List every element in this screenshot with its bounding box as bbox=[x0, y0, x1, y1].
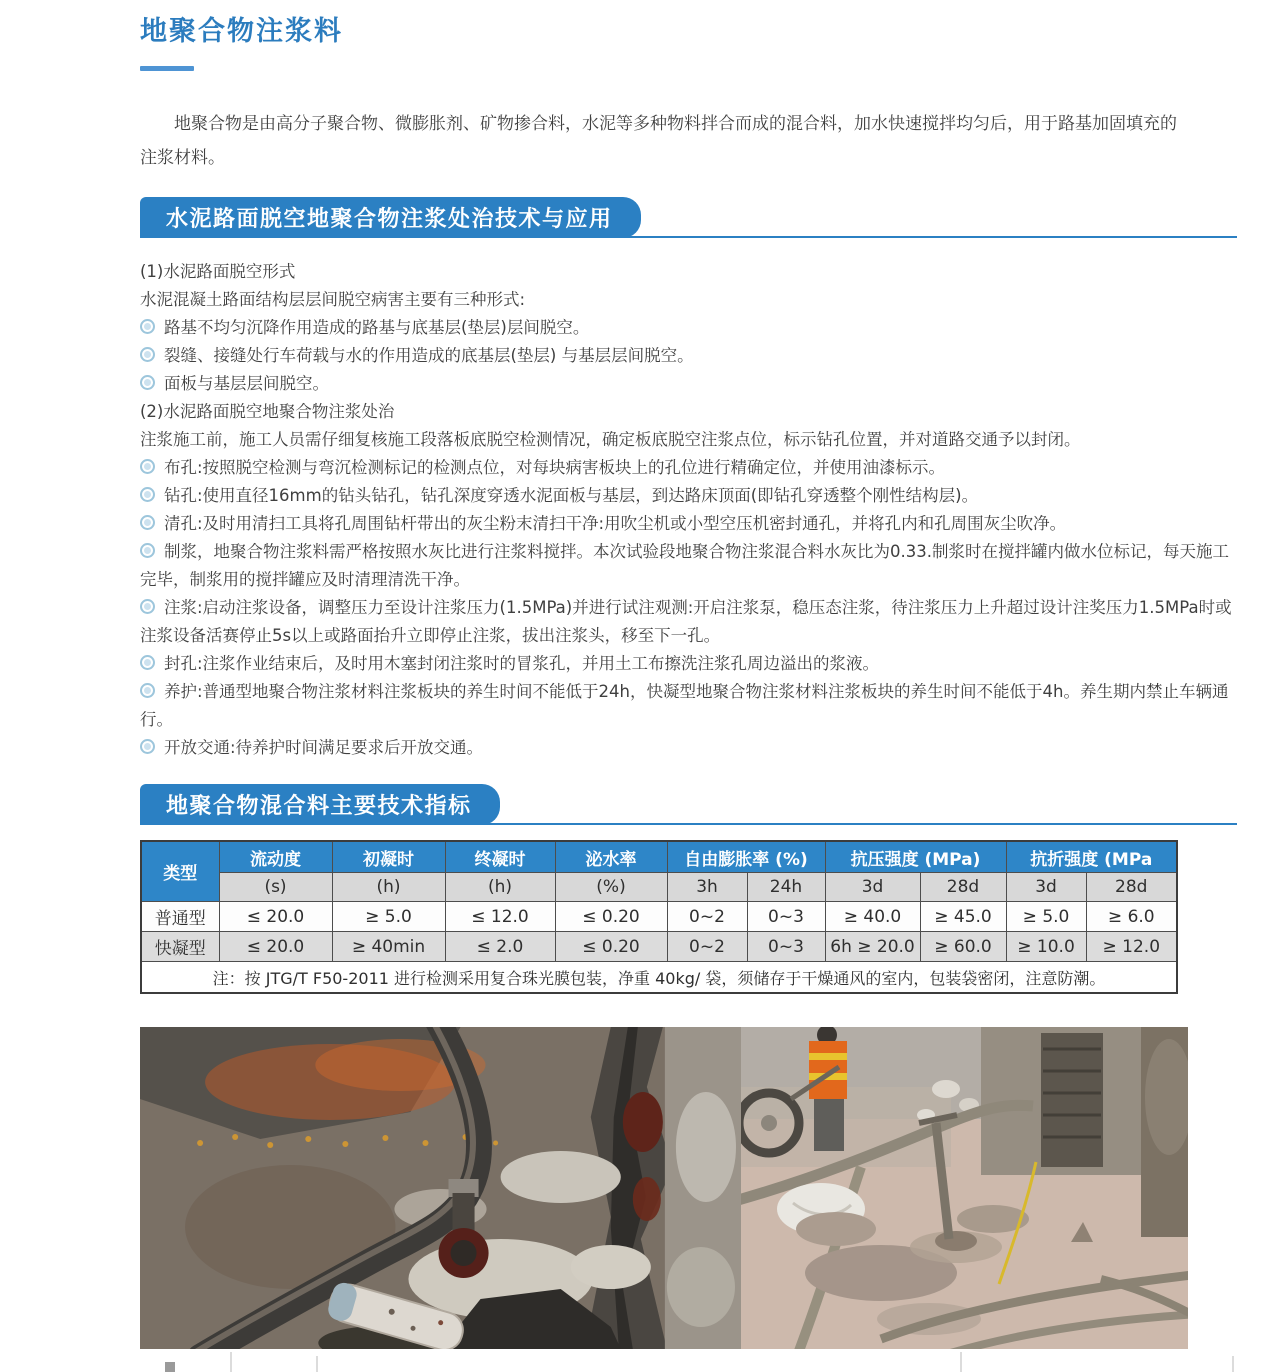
bullet-circle-icon bbox=[140, 319, 155, 334]
table-note-cell: 注：按 JTG/T F50-2011 进行检测采用复合珠光膜包装，净重 40kg/ 袋，须储存于干燥通风的室内，包装袋密闭，注意防潮。 bbox=[141, 962, 1177, 994]
table-cell: ≥ 60.0 bbox=[920, 932, 1006, 962]
title-underline bbox=[140, 66, 194, 71]
page-edge-artifact bbox=[1232, 1356, 1234, 1372]
procedure-text-block bbox=[140, 258, 1237, 762]
body-line-text: 注浆:启动注浆设备，调整压力至设计注浆压力(1.5MPa)并进行试注观测:开启注浆泵，稳压态注浆，待注浆压力上升超过设计注奖压力1.5MPa时或注浆设备活赛停止5s以上或路面抬升立即停止注浆，拔出注浆头，移至下一孔。 bbox=[140, 598, 1232, 645]
table-corner-header: 类型 bbox=[141, 841, 219, 902]
table-row bbox=[141, 902, 1177, 932]
body-line bbox=[140, 510, 1237, 538]
body-line bbox=[140, 538, 1237, 594]
body-line-text: 开放交通:待养护时间满足要求后开放交通。 bbox=[164, 738, 484, 757]
bullet-circle-icon bbox=[140, 487, 155, 502]
table-cell: 0~3 bbox=[747, 932, 825, 962]
body-line-text: 钻孔:使用直径16mm的钻头钻孔，钻孔深度穿透水泥面板与基层，到达路床顶面(即钻孔穿透整个刚性结构层)。 bbox=[164, 486, 979, 505]
page-edge-artifact bbox=[230, 1352, 232, 1372]
table-cell: 0~3 bbox=[747, 902, 825, 932]
table-cell: ≤ 20.0 bbox=[219, 932, 332, 962]
page-edge-artifact bbox=[165, 1362, 175, 1372]
table-cell: 0~2 bbox=[667, 902, 747, 932]
table-cell: ≥ 10.0 bbox=[1006, 932, 1086, 962]
table-cell: ≤ 0.20 bbox=[555, 902, 667, 932]
table-cell: ≤ 12.0 bbox=[445, 902, 555, 932]
table-cell: ≤ 0.20 bbox=[555, 932, 667, 962]
body-line bbox=[140, 454, 1237, 482]
bullet-circle-icon bbox=[140, 739, 155, 754]
table-cell: ≥ 5.0 bbox=[332, 902, 445, 932]
table-cell: 0~2 bbox=[667, 932, 747, 962]
section-heading-2 bbox=[140, 784, 1237, 825]
body-line-text: 制浆，地聚合物注浆料需严格按照水灰比进行注浆料搅拌。本次试验段地聚合物注浆混合料水灰比为0.33.制浆时在搅拌罐内做水位标记，每天施工完毕，制浆用的搅拌罐应及时清理清洗干净。 bbox=[140, 542, 1229, 589]
table-header-cell: 自由膨胀率 (%) bbox=[667, 841, 825, 873]
table-cell: 快凝型 bbox=[141, 932, 219, 962]
intro-paragraph: 地聚合物是由高分子聚合物、微膨胀剂、矿物掺合料，水泥等多种物料拌合而成的混合料，加水快速搅拌均匀后，用于路基加固填充的注浆材料。 bbox=[140, 114, 1177, 168]
pavement-grouting-illustration bbox=[140, 1027, 741, 1349]
section-heading-1 bbox=[140, 197, 1237, 238]
body-line bbox=[140, 426, 1237, 454]
table-header-cell: 抗折强度 (MPa bbox=[1006, 841, 1177, 873]
table-header-cell: 流动度 bbox=[219, 841, 332, 873]
table-subheader-cell: (%) bbox=[555, 873, 667, 902]
body-line-text: 布孔:按照脱空检测与弯沉检测标记的检测点位，对每块病害板块上的孔位进行精确定位，并使用油漆标示。 bbox=[164, 458, 946, 477]
table-subheader-cell: 24h bbox=[747, 873, 825, 902]
body-line-text: 裂缝、接缝处行车荷载与水的作用造成的底基层(垫层) 与基层层间脱空。 bbox=[164, 346, 694, 365]
bullet-circle-icon bbox=[140, 655, 155, 670]
body-line bbox=[140, 258, 1237, 286]
page-edge-artifact bbox=[316, 1356, 318, 1372]
bullet-circle-icon bbox=[140, 543, 155, 558]
bullet-circle-icon bbox=[140, 683, 155, 698]
grouting-worksite-photo bbox=[741, 1027, 1188, 1349]
page-edge-artifact bbox=[960, 1352, 962, 1372]
worksite-illustration bbox=[741, 1027, 1188, 1349]
table-subheader-cell: (s) bbox=[219, 873, 332, 902]
bullet-circle-icon bbox=[140, 599, 155, 614]
body-line-text: 养护:普通型地聚合物注浆材料注浆板块的养生时间不能低于24h，快凝型地聚合物注浆材料注浆板块的养生时间不能低于4h。养生期内禁止车辆通行。 bbox=[140, 682, 1229, 729]
table-note-row bbox=[141, 962, 1177, 994]
table-header-cell: 终凝时 bbox=[445, 841, 555, 873]
body-line-text: 封孔:注浆作业结束后，及时用木塞封闭注浆时的冒浆孔，并用土工布擦洗注浆孔周边溢出的浆液。 bbox=[164, 654, 880, 673]
table-subheader-cell: 3h bbox=[667, 873, 747, 902]
body-line-text: 面板与基层层间脱空。 bbox=[164, 374, 329, 393]
table-subheader-cell: 28d bbox=[920, 873, 1006, 902]
bullet-circle-icon bbox=[140, 515, 155, 530]
bullet-circle-icon bbox=[140, 459, 155, 474]
table-header-cell: 初凝时 bbox=[332, 841, 445, 873]
table-cell: ≥ 45.0 bbox=[920, 902, 1006, 932]
table-cell: 6h ≥ 20.0 bbox=[825, 932, 920, 962]
body-line bbox=[140, 398, 1237, 426]
body-line bbox=[140, 342, 1237, 370]
table-header-cell: 抗压强度 (MPa) bbox=[825, 841, 1006, 873]
body-line bbox=[140, 370, 1237, 398]
body-line-text: (2)水泥路面脱空地聚合物注浆处治 bbox=[140, 402, 395, 421]
photo-gallery bbox=[140, 1027, 1237, 1349]
page-title: 地聚合物注浆料 bbox=[140, 16, 343, 47]
table-row bbox=[141, 932, 1177, 962]
body-line bbox=[140, 482, 1237, 510]
section-heading-1-banner: 水泥路面脱空地聚合物注浆处治技术与应用 bbox=[140, 197, 641, 238]
table-cell: ≥ 40.0 bbox=[825, 902, 920, 932]
table-cell: ≤ 20.0 bbox=[219, 902, 332, 932]
spec-table bbox=[140, 840, 1178, 994]
table-subheader-cell: 3d bbox=[825, 873, 920, 902]
table-cell: ≥ 5.0 bbox=[1006, 902, 1086, 932]
body-line-text: (1)水泥路面脱空形式 bbox=[140, 262, 296, 281]
section-heading-2-banner: 地聚合物混合料主要技术指标 bbox=[140, 784, 500, 825]
body-line bbox=[140, 314, 1237, 342]
bullet-circle-icon bbox=[140, 347, 155, 362]
table-cell: 普通型 bbox=[141, 902, 219, 932]
table-cell: ≥ 6.0 bbox=[1086, 902, 1177, 932]
table-header-cell: 泌水率 bbox=[555, 841, 667, 873]
bullet-circle-icon bbox=[140, 375, 155, 390]
table-subheader-cell: 28d bbox=[1086, 873, 1177, 902]
table-subheader-cell: (h) bbox=[332, 873, 445, 902]
table-cell: ≥ 40min bbox=[332, 932, 445, 962]
table-subheader-cell: (h) bbox=[445, 873, 555, 902]
body-line bbox=[140, 678, 1237, 734]
body-line-text: 注浆施工前，施工人员需仔细复核施工段落板底脱空检测情况，确定板底脱空注浆点位，标示钻孔位置，并对道路交通予以封闭。 bbox=[140, 430, 1081, 449]
body-line bbox=[140, 650, 1237, 678]
table-cell: ≤ 2.0 bbox=[445, 932, 555, 962]
body-line bbox=[140, 594, 1237, 650]
table-subheader-cell: 3d bbox=[1006, 873, 1086, 902]
grout-hole-closeup-photo bbox=[140, 1027, 741, 1349]
body-line-text: 路基不均匀沉降作用造成的路基与底基层(垫层)层间脱空。 bbox=[164, 318, 590, 337]
body-line bbox=[140, 286, 1237, 314]
body-line-text: 清孔:及时用清扫工具将孔周围钻杆带出的灰尘粉末清扫干净:用吹尘机或小型空压机密封通孔，并将孔内和孔周围灰尘吹净。 bbox=[164, 514, 1067, 533]
body-line bbox=[140, 734, 1237, 762]
body-line-text: 水泥混凝土路面结构层层间脱空病害主要有三种形式: bbox=[140, 290, 526, 309]
table-cell: ≥ 12.0 bbox=[1086, 932, 1177, 962]
